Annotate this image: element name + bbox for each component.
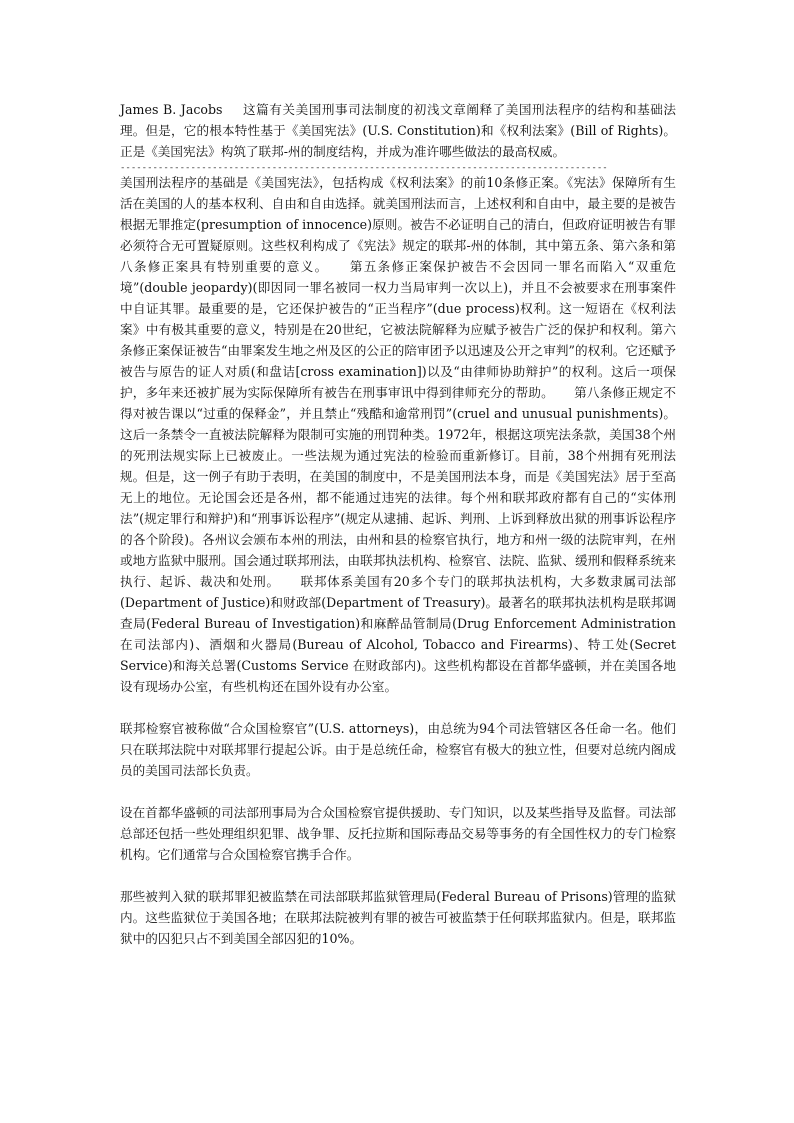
- paragraph-text: 第五条修正案保护被告不会因同一罪名而陷入“双重危境”(double jeopardy)(即因同一罪名被同一权力当局审判一次以上)，并且不会被要求在刑事案件中自证其罪。最重要的是，它还保护被告的“正当程序”(due process)权利。这一短语在《权利法案》中有极其重要的意义，特别是在20世纪，它被法院解释为应赋予被告广泛的保护和权利。第六条修正案保证被告“由罪案发生地之州及区的公正的陪审团予以迅速及公开之审判”的权利。它还赋予被告与原告的证人对质(和盘诘[cross examination])以及“由律师协助辩护”的权利。这后一项保护，多年来还被扩展为实际保障所有被告在刑事审讯中得到律师充分的帮助。: [120, 259, 676, 400]
- body-paragraph-2: [120, 718, 676, 781]
- paragraph-text: 联邦体系美国有20多个专门的联邦执法机构，大多数隶属司法部(Department of Justice)和财政部(Department of Treasury)。最著名的联邦执法机构是联邦调查局(Federal Bureau of Investigation)和麻醉品管制局(Drug Enforcement Administration 在司法部内)、酒烟和火器局(Bureau of Alcohol, Tobacco and Firearms)、特工处(Secret Service)和海关总署(Customs Service 在财政部内)。这些机构都设在首都华盛顿，并在美国各地设有现场办公室，有些机构还在国外设有办公室。: [120, 574, 677, 694]
- paragraph-text: 联邦检察官被称做“合众国检察官”(U.S. attorneys)，由总统为94个司法管辖区各任命一名。他们只在联邦法院中对联邦罪行提起公诉。由于是总统任命，检察官有极大的独立性，但要对总统内阁成员的美国司法部长负责。: [120, 721, 676, 778]
- separator-line: ------------------------------------------------------------------------------------------: [120, 164, 608, 172]
- paragraph-text: 设在首都华盛顿的司法部刑事局为合众国检察官提供援助、专门知识，以及某些指导及监督。司法部总部还包括一些处理组织犯罪、战争罪、反托拉斯和国际毒品交易等事务的有全国性权力的专门检察机构。它们通常与合众国检察官携手合作。: [120, 805, 676, 862]
- intro-summary: 这篇有关美国刑事司法制度的初浅文章阐释了美国刑法程序的结构和基础法理。但是，它的根本特性基于《美国宪法》(U.S. Constitution)和《权利法案》(Bill of Rights)。正是《美国宪法》构筑了联邦-州的制度结构，并成为准许哪些做法的最高权威。: [120, 102, 676, 159]
- paragraph-text: 美国刑法程序的基础是《美国宪法》，包括构成《权利法案》的前10条修正案。《宪法》保障所有生活在美国的人的基本权利、自由和自由选择。就美国刑法而言，上述权利和自由中，最主要的是被告根据无罪推定(presumption of innocence)原则。被告不必证明自己的清白，但政府证明被告有罪必须符合无可置疑原则。这些权利构成了《宪法》规定的联邦-州的体制，其中第五条、第六条和第八条修正案具有特别重要的意义。: [120, 175, 676, 274]
- document-page: [120, 99, 676, 949]
- body-paragraph-3: [120, 802, 676, 865]
- body-paragraph-1: [120, 172, 676, 697]
- author-name: James B. Jacobs: [120, 102, 223, 117]
- body-paragraph-4: [120, 886, 676, 949]
- paragraph-text: 那些被判入狱的联邦罪犯被监禁在司法部联邦监狱管理局(Federal Bureau of Prisons)管理的监狱内。这些监狱位于美国各地；在联邦法院被判有罪的被告可被监禁于任何联邦监狱内。但是，联邦监狱中的囚犯只占不到美国全部囚犯的10%。: [120, 889, 676, 946]
- paragraph-text: 第八条修正规定不得对被告课以“过重的保释金”，并且禁止“残酷和逾常刑罚”(cruel and unusual punishments)。这后一条禁令一直被法院解释为限制可实施的刑罚种类。1972年，根据这项宪法条款，美国38个州的死刑法规实际上已被废止。一些法规为通过宪法的检验而重新修订。目前，38个州拥有死刑法规。但是，这一例子有助于表明，在美国的制度中，不是美国刑法本身，而是《美国宪法》居于至高无上的地位。无论国会还是各州，都不能通过违宪的法律。每个州和联邦政府都有自己的“实体刑法”(规定罪行和辩护)和“刑事诉讼程序”(规定从逮捕、起诉、判刑、上诉到释放出狱的刑事诉讼程序的各个阶段)。各州议会颁布本州的刑法，由州和县的检察官执行，地方和州一级的法院审判，在州或地方监狱中服刑。国会通过联邦刑法，由联邦执法机构、检察官、法院、监狱、缓刑和假释系统来执行、起诉、裁决和处刑。: [120, 385, 677, 589]
- intro-paragraph: [120, 99, 676, 162]
